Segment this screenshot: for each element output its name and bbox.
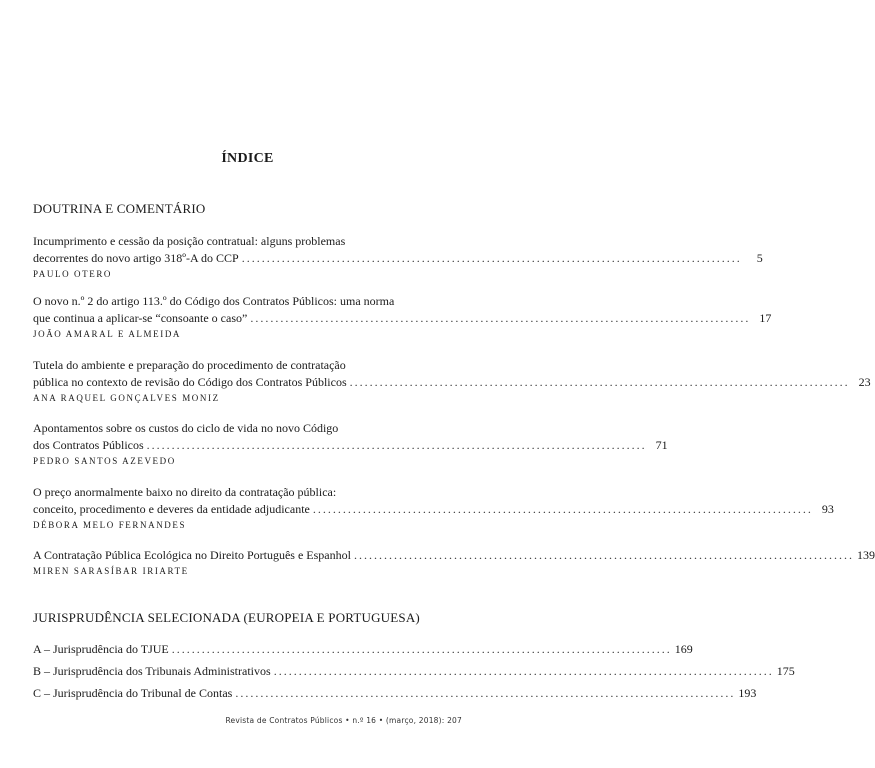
entry-title-line: que continua a aplicar-se “consoante o caso”: [33, 311, 248, 325]
dot-leader: ....................................................................................................: [349, 375, 850, 389]
dot-leader: ....................................................................................................: [353, 548, 854, 562]
page-number: 5: [756, 251, 763, 265]
entry-author: PEDRO SANTOS AZEVEDO: [33, 456, 176, 466]
entry-title-line: C – Jurisprudência do Tribunal de Contas: [33, 686, 233, 700]
entry-title-line: Incumprimento e cessão da posição contratual: alguns problemas: [33, 234, 346, 248]
page-title: ÍNDICE: [221, 151, 274, 166]
toc-entry[interactable]: [33, 641, 693, 658]
toc-entry[interactable]: [33, 663, 795, 680]
toc-entry[interactable]: [33, 293, 772, 341]
section-heading-doutrina: DOUTRINA E COMENTÁRIO: [33, 201, 206, 216]
entry-title-leader-line: [33, 310, 772, 327]
entry-author: ANA RAQUEL GONÇALVES MONIZ: [33, 393, 220, 403]
entry-author: MIREN SARASÍBAR IRIARTE: [33, 566, 189, 576]
entry-title-line: O novo n.º 2 do artigo 113.º do Código dos Contratos Públicos: uma norma: [33, 294, 395, 308]
dot-leader: ....................................................................................................: [146, 438, 647, 452]
entry-title-line: dos Contratos Públicos: [33, 438, 144, 452]
entry-title-line: A – Jurisprudência do TJUE: [33, 642, 169, 656]
page-number: 193: [738, 686, 757, 700]
entry-title-leader-line: [33, 663, 795, 680]
toc-entry[interactable]: [33, 233, 763, 281]
page-footer: Revista de Contratos Públicos • n.º 16 • (março, 2018): 207: [225, 716, 462, 725]
entry-title-leader-line: [33, 250, 763, 267]
entry-title-line: B – Jurisprudência dos Tribunais Administrativos: [33, 664, 271, 678]
dot-leader: ....................................................................................................: [273, 664, 774, 678]
page-number: 139: [856, 548, 875, 562]
page-number: 71: [655, 438, 668, 452]
entry-title-leader-line: [33, 501, 834, 518]
toc-entry[interactable]: [33, 484, 834, 532]
page-number: 175: [776, 664, 795, 678]
dot-leader: ....................................................................................................: [241, 251, 742, 265]
page-number: 169: [674, 642, 693, 656]
entry-author: JOÃO AMARAL E ALMEIDA: [33, 329, 182, 339]
dot-leader: ....................................................................................................: [171, 642, 672, 656]
entry-title-line: Tutela do ambiente e preparação do procedimento de contratação: [33, 358, 346, 372]
entry-title-line: A Contratação Pública Ecológica no Direito Português e Espanhol: [33, 548, 351, 562]
page-number: 23: [858, 375, 871, 389]
entry-title-leader-line: [33, 547, 875, 564]
entry-title-leader-line: [33, 641, 693, 658]
toc-entry[interactable]: [33, 357, 871, 405]
entry-author: PAULO OTERO: [33, 269, 113, 279]
toc-entry[interactable]: [33, 420, 668, 468]
entry-title-line: O preço anormalmente baixo no direito da contratação pública:: [33, 485, 337, 499]
entry-title-line: conceito, procedimento e deveres da entidade adjudicante: [33, 502, 310, 516]
entry-title-line: pública no contexto de revisão do Código dos Contratos Públicos: [33, 375, 347, 389]
dot-leader: ....................................................................................................: [312, 502, 813, 516]
dot-leader: ....................................................................................................: [250, 311, 751, 325]
page-number: 17: [759, 311, 772, 325]
entry-title-line: decorrentes do novo artigo 318º-A do CCP: [33, 251, 239, 265]
entry-author: DÉBORA MELO FERNANDES: [33, 520, 187, 530]
entry-title-leader-line: [33, 437, 668, 454]
entry-title-line: Apontamentos sobre os custos do ciclo de vida no novo Código: [33, 421, 339, 435]
toc-entry[interactable]: [33, 547, 875, 578]
section-heading-jurisprudencia: JURISPRUDÊNCIA SELECIONADA (EUROPEIA E PORTUGUESA): [33, 610, 420, 625]
dot-leader: ....................................................................................................: [235, 686, 736, 700]
page-number: 93: [821, 502, 834, 516]
entry-title-leader-line: [33, 374, 871, 391]
toc-entry[interactable]: [33, 685, 757, 702]
entry-title-leader-line: [33, 685, 757, 702]
